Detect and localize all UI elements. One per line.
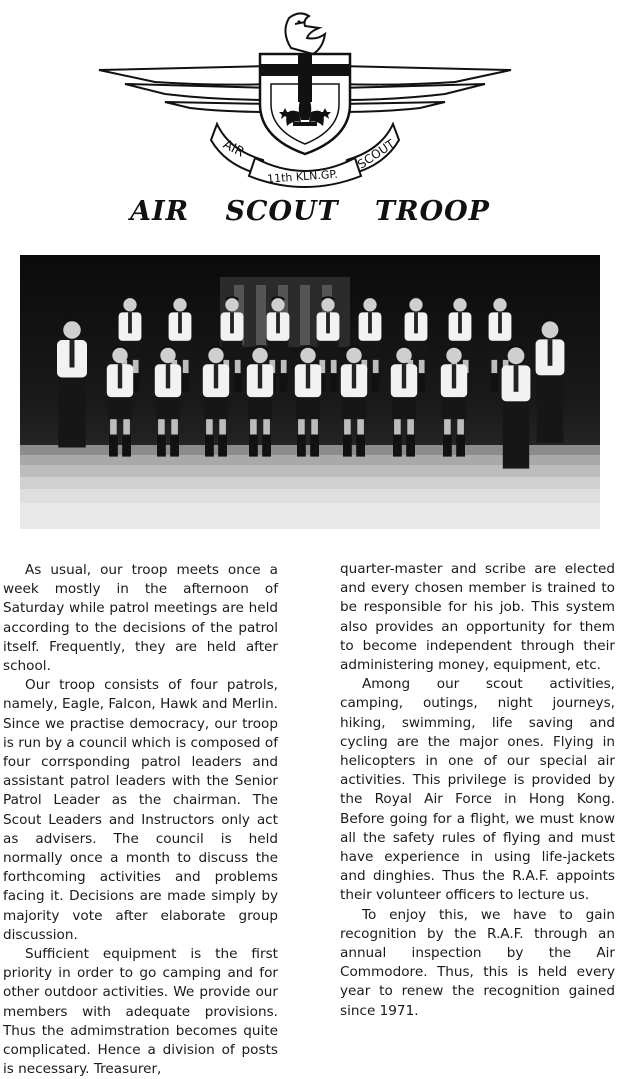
eagle-icon xyxy=(285,13,325,54)
left-text-column xyxy=(3,561,278,1079)
troop-group-photo xyxy=(20,255,600,529)
paragraph: Among our scout activities, camping, outings, night journeys, hiking, swimming, life saving and cycling are the major ones. Flying in helicopters in one of our special air activities. This privilege is provided by the Royal Air Force in Hong Kong. Before going for a flight, we must know all the safety rules of flying and must have experience in using life-jackets and dinghies. Thus the R.A.F. appoints their volunteer officers to lecture us. xyxy=(340,676,615,904)
paragraph: Our troop consists of four patrols, namely, Eagle, Falcon, Hawk and Merlin. Since we practise democracy, our troop is run by a council which is composed of four corrsponding patrol leaders and assistant patrol leaders with the Senior Patrol Leader as the chairman. The Scout Leaders and Instructors only act as advisers. The council is held normally once a month to discuss the forthcoming activities and problems facing it. Decisions are made simply by majority vote after elaborate group discussion. xyxy=(3,677,279,943)
right-text-column xyxy=(340,560,615,1021)
paragraph: quarter-master and scribe are elected and every chosen member is trained to be responsible for his job. This system also provides an opportunity for them to become independent through their administering money, equipment, etc. xyxy=(340,561,615,674)
air-scout-crest-emblem xyxy=(95,8,515,190)
paragraph: As usual, our troop meets once a week mostly in the afternoon of Saturday while patrol meetings are held according to the decisions of the patrol itself. Frequently, they are held after school. xyxy=(3,562,278,675)
ribbon-bottom-text: 11th KLN.GP. xyxy=(266,167,339,186)
paragraph: To enjoy this, we have to gain recognition by the R.A.F. through an annual inspection by the Air Commodore. Thus, this is held every year to renew the recognition gained since 1971. xyxy=(340,906,615,1019)
ribbon-left-text: AIR xyxy=(220,137,247,161)
page-title: AIR SCOUT TROOP xyxy=(130,196,490,227)
paragraph: Sufficient equipment is the first priority in order to go camping and for other outdoor activities. We provide our members with adequate provisions. Thus the admimstration becomes quite complicated. Hence a division of posts is necessary. Treasurer, xyxy=(3,946,278,1078)
ribbon-right-text: SCOUT xyxy=(354,136,398,172)
